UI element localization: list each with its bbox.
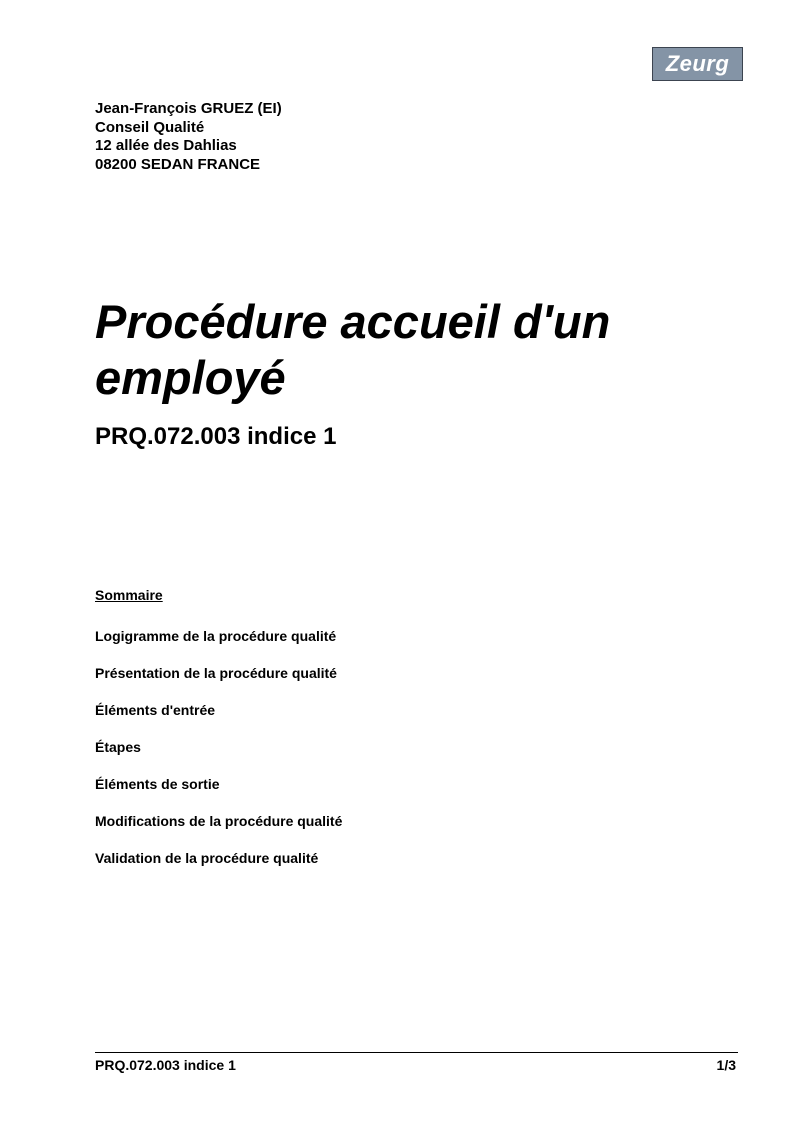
footer-page-number: 1/3: [716, 1057, 736, 1073]
summary-item-modifications: Modifications de la procédure qualité: [95, 813, 343, 829]
document-reference: PRQ.072.003 indice 1: [95, 423, 337, 450]
address-line-city: 08200 SEDAN FRANCE: [95, 155, 261, 173]
address-line-name: Jean-François GRUEZ (EI): [95, 100, 282, 117]
company-logo: [652, 47, 743, 81]
summary-item-elements-entree: Éléments d'entrée: [95, 702, 216, 718]
address-line-street: 12 allée des Dahlias: [95, 137, 237, 154]
document-title: Procédure accueil d'un employé: [95, 295, 611, 404]
footer-divider: [95, 1052, 738, 1053]
logo-text: Zeurg: [665, 51, 730, 76]
footer-reference: PRQ.072.003 indice 1: [95, 1057, 236, 1073]
summary-item-elements-sortie: Éléments de sortie: [95, 776, 220, 792]
summary-item-etapes: Étapes: [95, 739, 141, 755]
summary-list: [95, 627, 342, 886]
summary-heading: Sommaire: [95, 587, 163, 603]
summary-item-presentation: Présentation de la procédure qualité: [95, 665, 337, 681]
address-line-company: Conseil Qualité: [95, 118, 205, 136]
summary-item-logigramme: Logigramme de la procédure qualité: [95, 628, 337, 644]
sender-address-block: [95, 100, 282, 174]
summary-item-validation: Validation de la procédure qualité: [95, 850, 319, 866]
